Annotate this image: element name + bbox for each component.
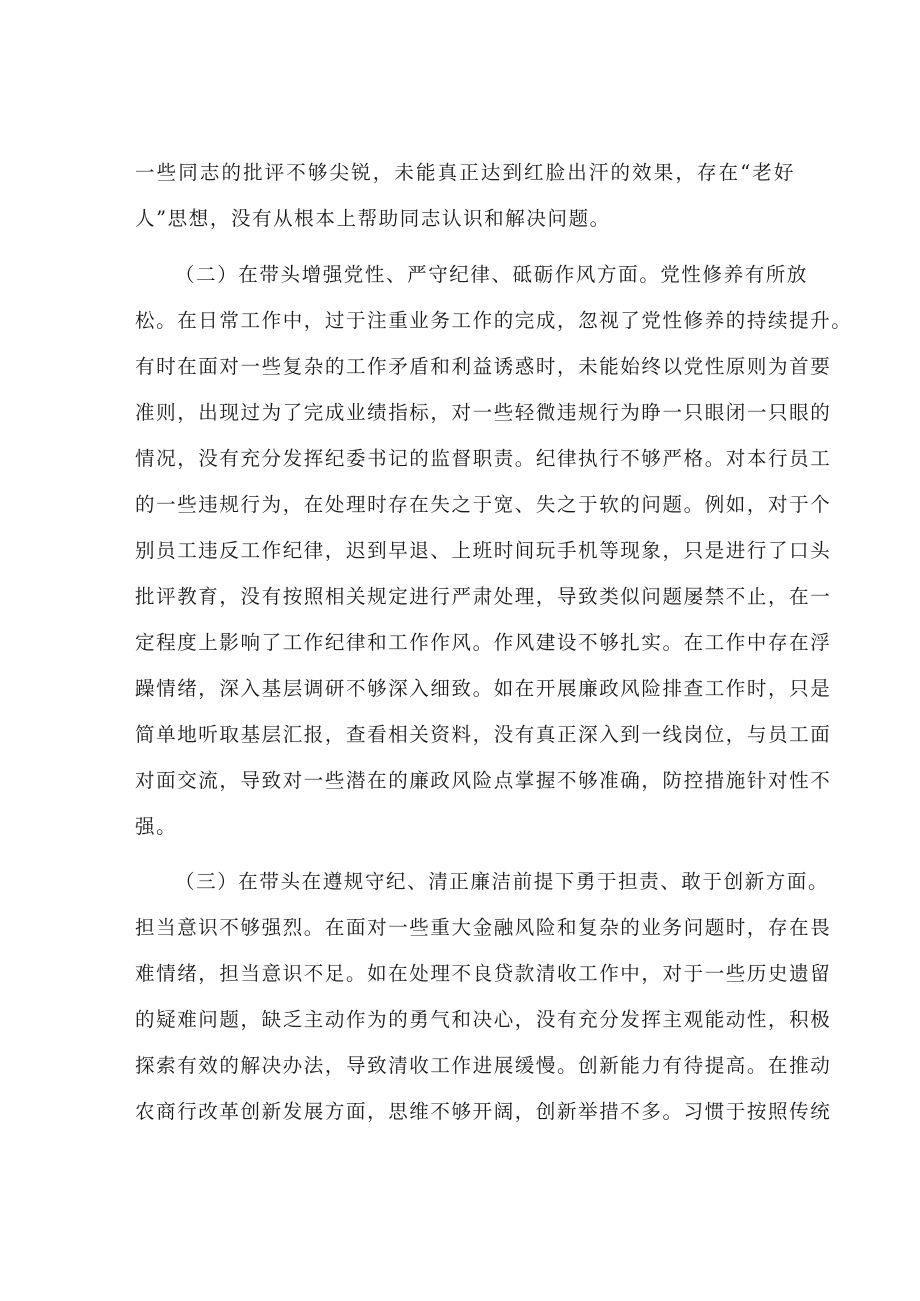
text-line: 对面交流，导致对一些潜在的廉政风险点掌握不够准确，防控措施针对性不 [135,769,832,792]
text-line: 担当意识不够强烈。在面对一些重大金融风险和复杂的业务问题时，存在畏 [135,916,832,939]
text-line: 农商行改革创新发展方面，思维不够开阔，创新举措不多。习惯于按照传统 [135,1100,832,1123]
text-line: 简单地听取基层汇报，查看相关资料，没有真正深入到一线岗位，与员工面 [135,723,832,746]
text-line: 躁情绪，深入基层调研不够深入细致。如在开展廉政风险排查工作时，只是 [135,677,832,700]
section-heading-line: （三）在带头在遵规守纪、清正廉洁前提下勇于担责、敢于创新方面。 [175,870,830,893]
text-line: 一些同志的批评不够尖锐，未能真正达到红脸出汗的效果，存在“老好 [135,161,795,184]
text-line: 强。 [135,815,178,838]
text-line: 情况，没有充分发挥纪委书记的监督职责。纪律执行不够严格。对本行员工 [135,447,832,470]
text-line: 探索有效的解决办法，导致清收工作进展缓慢。创新能力有待提高。在推动 [135,1054,832,1077]
text-line: 的一些违规行为，在处理时存在失之于宽、失之于软的问题。例如，对于个 [135,493,832,516]
text-line: 别员工违反工作纪律，迟到早退、上班时间玩手机等现象，只是进行了口头 [135,539,832,562]
text-line: 批评教育，没有按照相关规定进行严肃处理，导致类似问题屡禁不止，在一 [135,585,832,608]
text-line: 定程度上影响了工作纪律和工作作风。作风建设不够扎实。在工作中存在浮 [135,631,832,654]
text-line: 难情绪，担当意识不足。如在处理不良贷款清收工作中，对于一些历史遗留 [135,962,832,985]
text-line: 的疑难问题，缺乏主动作为的勇气和决心，没有充分发挥主观能动性，积极 [135,1008,832,1031]
text-line: 松。在日常工作中，过于注重业务工作的完成，忽视了党性修养的持续提升。 [135,309,853,332]
text-line: 准则，出现过为了完成业绩指标，对一些轻微违规行为睁一只眼闭一只眼的 [135,401,832,424]
section-heading-line: （二）在带头增强党性、严守纪律、砥砺作风方面。党性修养有所放 [175,263,809,286]
text-line: 人”思想，没有从根本上帮助同志认识和解决问题。 [135,207,611,230]
text-line: 有时在面对一些复杂的工作矛盾和利益诱惑时，未能始终以党性原则为首要 [135,355,832,378]
